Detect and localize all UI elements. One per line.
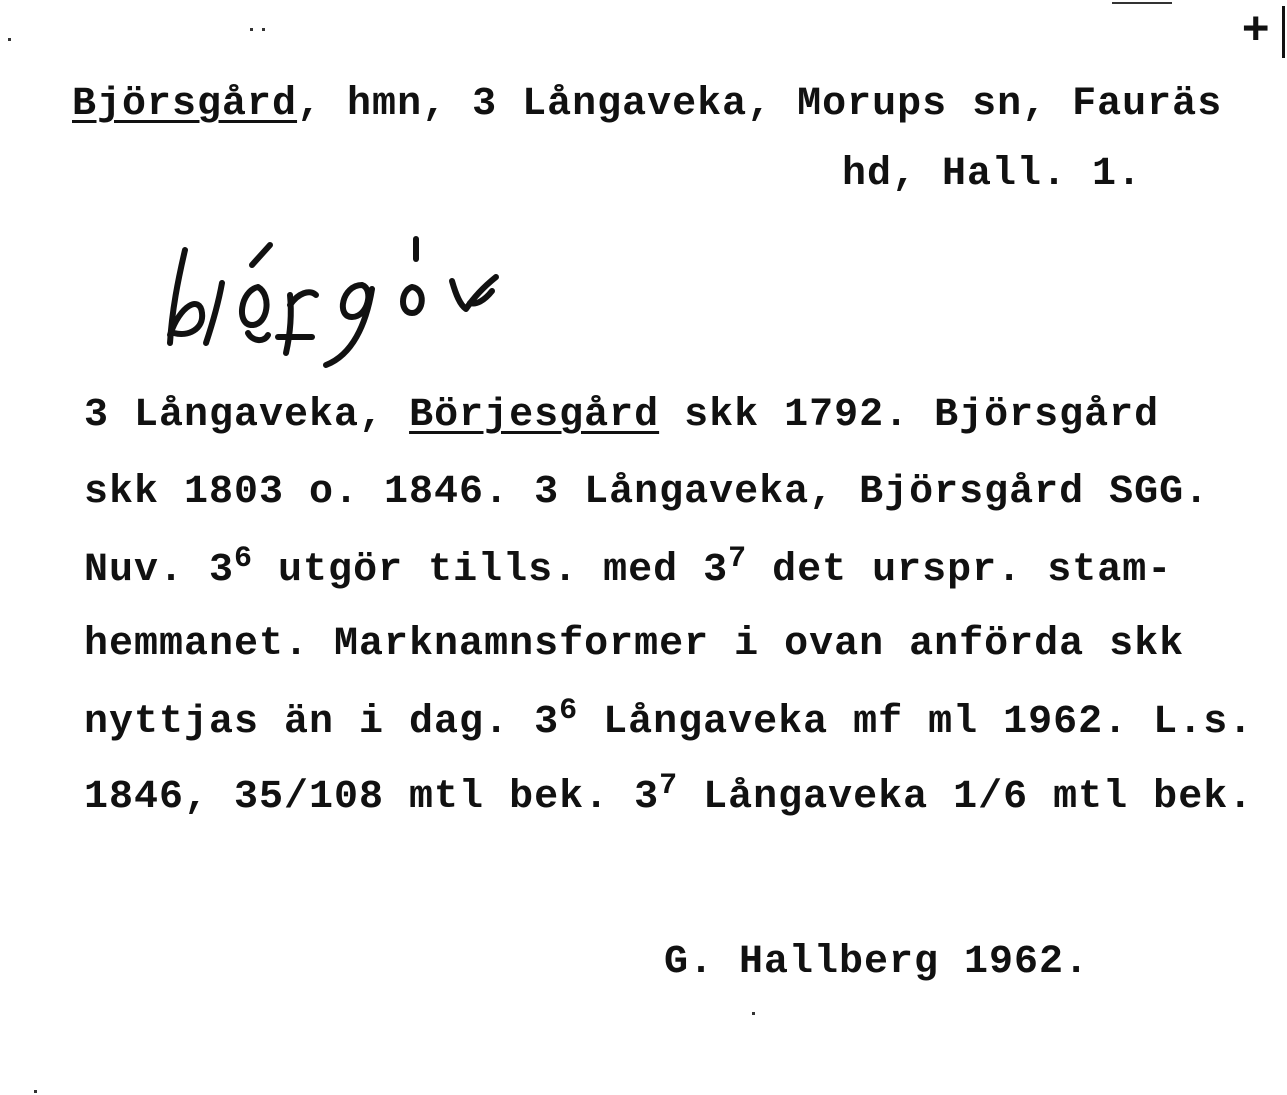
heading-name: Björsgård: [72, 82, 298, 127]
body-line-6-a: 1846, 35/108 mtl bek. 3: [84, 775, 660, 820]
body-line-6: [84, 769, 1254, 820]
pronunciation-text: bjǫ́rgō̩r: [140, 207, 208, 225]
body-line-3: [84, 542, 1173, 593]
scan-speck: [34, 1090, 37, 1093]
heading-rest: , hmn, 3 Långaveka, Morups sn, Fauräs: [297, 82, 1223, 127]
body-line-5-a: nyttjas än i dag. 3: [84, 700, 560, 745]
body-line-6-b: Långaveka 1/6 mtl bek.: [678, 775, 1254, 820]
body-line-4: hemmanet. Marknamnsformer i ovan anförda skk: [84, 622, 1185, 667]
corner-plus-mark: +: [1242, 2, 1269, 53]
body-line-1-a: 3 Långaveka,: [84, 393, 410, 438]
body-line-1: [84, 393, 1159, 438]
scan-speck: [752, 1012, 755, 1015]
body-line-3-sup-2: 7: [728, 542, 748, 576]
body-line-3-c: det urspr. stam-: [747, 548, 1173, 593]
heading-line-2: hd, Hall. 1.: [842, 152, 1143, 197]
scan-speck: [8, 38, 11, 41]
scan-speck: [262, 28, 265, 31]
body-line-5: [84, 694, 1254, 745]
scan-speck: [1112, 2, 1172, 4]
body-line-3-sup-1: 6: [234, 542, 254, 576]
body-line-3-a: Nuv. 3: [84, 548, 235, 593]
body-line-2: skk 1803 o. 1846. 3 Långaveka, Björsgård SGG.: [84, 470, 1210, 515]
heading-line-1: [72, 82, 1222, 127]
body-line-1-b: skk 1792. Björsgård: [659, 393, 1160, 438]
body-line-1-underlined: Börjesgård: [409, 393, 660, 438]
body-line-5-b: Långaveka mf ml 1962. L.s.: [578, 700, 1254, 745]
edge-line: [1282, 6, 1285, 58]
scan-speck: [250, 28, 253, 31]
handwritten-pronunciation: [140, 207, 520, 375]
signature: G. Hallberg 1962.: [664, 940, 1090, 985]
body-line-5-sup: 6: [559, 694, 579, 728]
body-line-3-b: utgör tills. med 3: [253, 548, 729, 593]
body-line-6-sup: 7: [659, 769, 679, 803]
